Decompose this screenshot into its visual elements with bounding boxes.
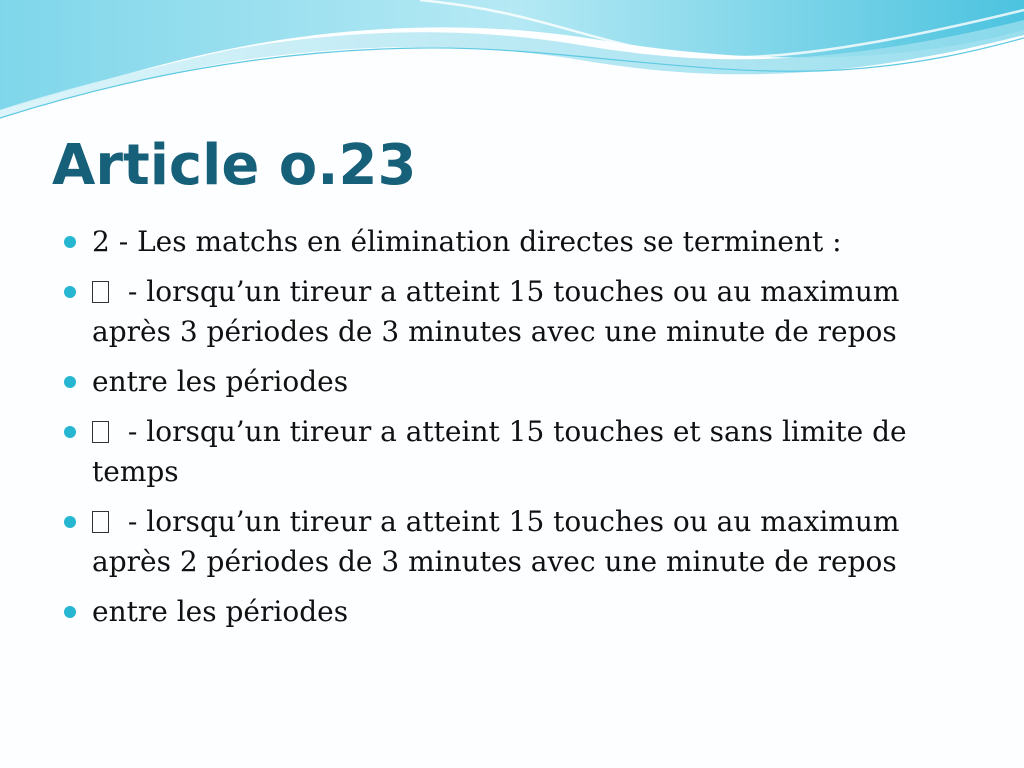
bullet-item xyxy=(60,272,960,352)
bullet-item xyxy=(60,592,960,632)
missing-glyph-box-icon xyxy=(92,281,109,303)
bullet-item xyxy=(60,502,960,582)
slide-title: Article o.23 xyxy=(52,133,417,198)
bullet-dot-icon xyxy=(64,236,76,248)
bullet-list xyxy=(60,222,960,642)
missing-glyph-box-icon xyxy=(92,511,109,533)
bullet-text: - lorsqu’un tireur a atteint 15 touches et sans limite de temps xyxy=(92,415,907,488)
bullet-dot-icon xyxy=(64,606,76,618)
bullet-item xyxy=(60,362,960,402)
bullet-dot-icon xyxy=(64,516,76,528)
bullet-item xyxy=(60,222,960,262)
bullet-text: - lorsqu’un tireur a atteint 15 touches ou au maximum après 3 périodes de 3 minutes avec une minute de repos xyxy=(92,275,900,348)
bullet-dot-icon xyxy=(64,426,76,438)
bullet-text: - lorsqu’un tireur a atteint 15 touches ou au maximum après 2 périodes de 3 minutes avec une minute de repos xyxy=(92,505,900,578)
bullet-dot-icon xyxy=(64,286,76,298)
bullet-text: 2 - Les matchs en élimination directes se terminent : xyxy=(92,225,842,258)
bullet-dot-icon xyxy=(64,376,76,388)
bullet-text: entre les périodes xyxy=(92,595,349,628)
bullet-text: entre les périodes xyxy=(92,365,349,398)
wave-header-decoration xyxy=(0,0,1024,130)
bullet-item xyxy=(60,412,960,492)
missing-glyph-box-icon xyxy=(92,421,109,443)
